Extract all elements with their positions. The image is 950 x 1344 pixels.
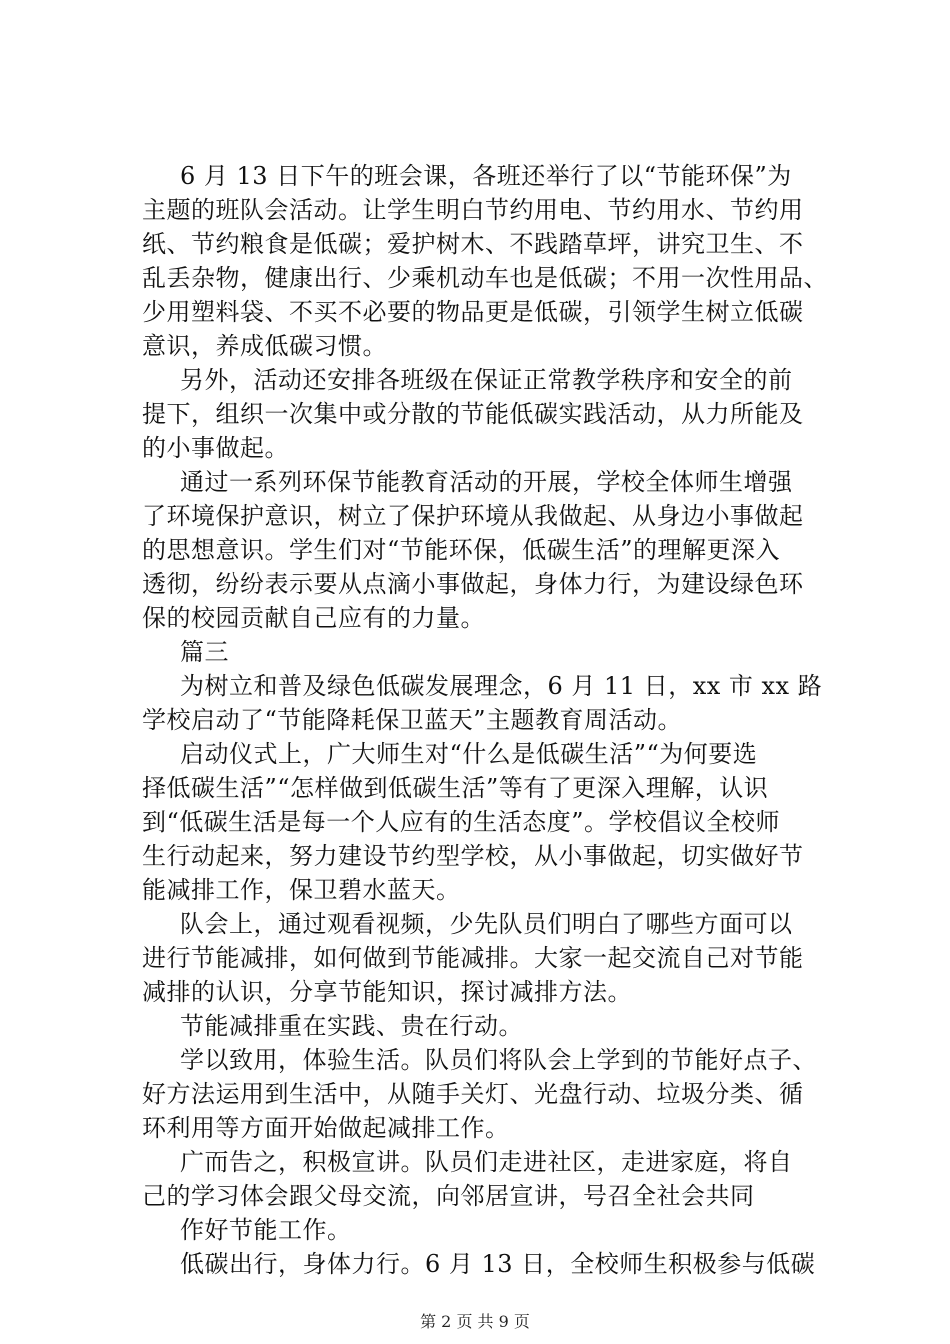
text-line: 好方法运用到生活中，从随手关灯、光盘行动、垃圾分类、循 (142, 1080, 804, 1108)
text-line: 保的校园贡献自己应有的力量。 (142, 604, 485, 632)
text-line: 为树立和普及绿色低碳发展理念，6 月 11 日，xx 市 xx 路 (180, 672, 823, 700)
text-line: 学校启动了“节能降耗保卫蓝天”主题教育周活动。 (142, 706, 683, 734)
text-line: 到“低碳生活是每一个人应有的生活态度”。学校倡议全校师 (142, 808, 781, 836)
text-line: 己的学习体会跟父母交流，向邻居宣讲，号召全社会共同 (142, 1182, 755, 1210)
text-line: 通过一系列环保节能教育活动的开展，学校全体师生增强 (180, 468, 793, 496)
text-line: 作好节能工作。 (180, 1216, 352, 1244)
text-line: 减排的认识，分享节能知识，探讨减排方法。 (142, 978, 632, 1006)
text-line: 环利用等方面开始做起减排工作。 (142, 1114, 510, 1142)
section-heading: 篇三 (180, 638, 229, 666)
text-line: 纸、节约粮食是低碳；爱护树木、不践踏草坪，讲究卫生、不 (142, 230, 804, 258)
text-line: 透彻，纷纷表示要从点滴小事做起，身体力行，为建设绿色环 (142, 570, 804, 598)
text-line: 节能减排重在实践、贵在行动。 (180, 1012, 523, 1040)
text-line: 广而告之，积极宣讲。队员们走进社区，走进家庭，将自 (180, 1148, 793, 1176)
text-line: 启动仪式上，广大师生对“什么是低碳生活”“为何要选 (180, 740, 758, 768)
text-line: 生行动起来，努力建设节约型学校，从小事做起，切实做好节 (142, 842, 804, 870)
text-line: 学以致用，体验生活。队员们将队会上学到的节能好点子、 (180, 1046, 817, 1074)
text-line: 低碳出行，身体力行。6 月 13 日，全校师生积极参与低碳 (180, 1250, 816, 1278)
text-line: 提下，组织一次集中或分散的节能低碳实践活动，从力所能及 (142, 400, 804, 428)
text-line: 进行节能减排，如何做到节能减排。大家一起交流自己对节能 (142, 944, 804, 972)
text-line: 的小事做起。 (142, 434, 289, 462)
text-line: 能减排工作，保卫碧水蓝天。 (142, 876, 461, 904)
text-line: 队会上，通过观看视频，少先队员们明白了哪些方面可以 (180, 910, 793, 938)
text-line: 意识，养成低碳习惯。 (142, 332, 387, 360)
text-line: 的思想意识。学生们对“节能环保，低碳生活”的理解更深入 (142, 536, 781, 564)
page-footer: 第 2 页 共 9 页 (420, 1312, 530, 1331)
text-line: 了环境保护意识，树立了保护环境从我做起、从身边小事做起 (142, 502, 804, 530)
text-line: 6 月 13 日下午的班会课，各班还举行了以“节能环保”为 (180, 162, 792, 190)
text-line: 另外，活动还安排各班级在保证正常教学秩序和安全的前 (180, 366, 793, 394)
text-line: 主题的班队会活动。让学生明白节约用电、节约用水、节约用 (142, 196, 804, 224)
text-line: 择低碳生活”“怎样做到低碳生活”等有了更深入理解，认识 (142, 774, 769, 802)
text-line: 乱丢杂物，健康出行、少乘机动车也是低碳；不用一次性用品、 (142, 264, 828, 292)
text-line: 少用塑料袋、不买不必要的物品更是低碳，引领学生树立低碳 (142, 298, 804, 326)
